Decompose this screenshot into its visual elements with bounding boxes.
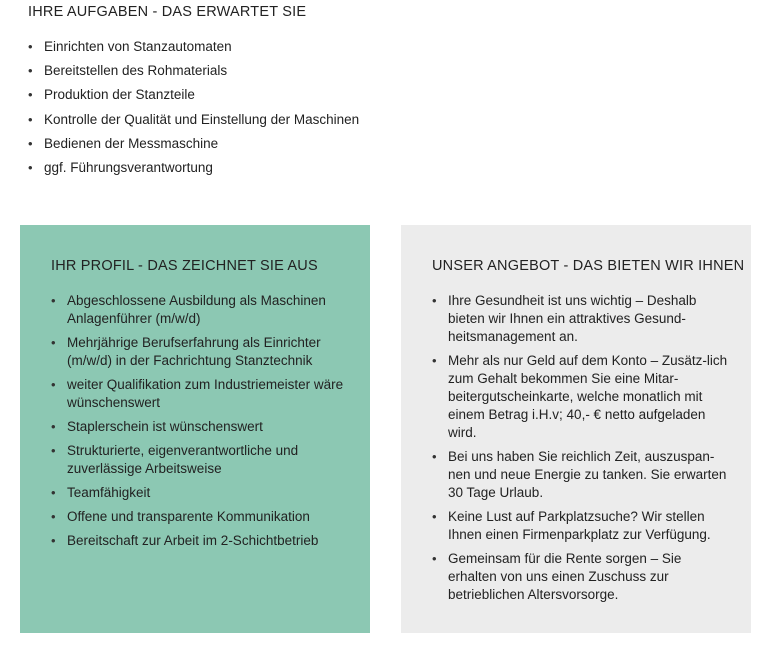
list-item-text: Bereitschaft zur Arbeit im 2-Schichtbetrieb — [67, 533, 319, 548]
list-item-text: Ihre Gesundheit ist uns wichtig – Deshalb bieten wir Ihnen ein attraktives Gesund-heitsmanagement an. — [448, 293, 697, 344]
list-item-text: Teamfähigkeit — [67, 485, 151, 500]
list-item-text: Einrichten von Stanzautomaten — [44, 39, 232, 54]
profile-box — [20, 225, 370, 633]
bullet-icon: • — [51, 377, 56, 392]
bullet-icon: • — [51, 533, 56, 548]
offer-box — [401, 225, 751, 633]
bullet-icon: • — [51, 509, 56, 524]
bullet-icon: • — [432, 293, 437, 308]
list-item-text: ggf. Führungsverantwortung — [44, 159, 213, 175]
tasks-list — [28, 38, 360, 183]
bullet-icon: • — [51, 293, 56, 308]
list-item — [432, 508, 728, 544]
bullet-icon: • — [28, 135, 33, 151]
list-item — [51, 418, 357, 436]
list-item — [51, 334, 357, 370]
list-item — [28, 86, 359, 104]
list-item — [51, 376, 357, 412]
list-item-text: weiter Qualifikation zum Industriemeister wäre wünschenswert — [67, 377, 344, 410]
bullet-icon: • — [432, 353, 437, 368]
list-item — [28, 111, 360, 129]
bullet-icon: • — [28, 39, 33, 54]
list-item — [432, 292, 728, 346]
list-item-text: Produktion der Stanzteile — [44, 87, 195, 103]
bullet-icon: • — [28, 159, 33, 175]
bullet-icon: • — [432, 551, 437, 566]
list-item-text: Abgeschlossene Ausbildung als Maschinen Anlagenführer (m/w/d) — [67, 293, 326, 326]
list-item — [28, 159, 359, 177]
bullet-icon: • — [28, 111, 33, 127]
bullet-icon: • — [28, 87, 33, 103]
list-item — [432, 352, 728, 442]
bullet-icon: • — [51, 419, 56, 434]
bullet-icon: • — [51, 443, 56, 458]
tasks-heading: IHRE AUFGABEN - DAS ERWARTET SIE — [28, 4, 307, 20]
list-item-text: Staplerschein ist wünschenswert — [67, 419, 263, 434]
list-item — [51, 484, 357, 502]
profile-heading: IHR PROFIL - DAS ZEICHNET SIE AUS — [51, 258, 318, 274]
list-item-text: Mehrjährige Berufserfahrung als Einrichter (m/w/d) in der Fachrichtung Stanztechnik — [67, 335, 321, 368]
bullet-icon: • — [51, 335, 56, 350]
list-item-text: Offene und transparente Kommunikation — [67, 509, 310, 524]
list-item-text: Strukturierte, eigenverantwortliche und zuverlässige Arbeitsweise — [67, 443, 299, 476]
list-item-text: Gemeinsam für die Rente sorgen – Sie erhalten von uns einen Zuschuss zur betrieblichen Altersvorsorge. — [448, 551, 682, 602]
bullet-icon: • — [28, 63, 33, 79]
bullet-icon: • — [432, 449, 437, 464]
list-item-text: Bei uns haben Sie reichlich Zeit, auszuspan-nen und neue Energie zu tanken. Sie erwarten 30 Tage Urlaub. — [448, 449, 727, 500]
list-item — [51, 442, 357, 478]
list-item — [51, 532, 357, 550]
list-item — [51, 292, 357, 328]
list-item — [51, 508, 357, 526]
list-item-text: Mehr als nur Geld auf dem Konto – Zusätz-lich zum Gehalt bekommen Sie eine Mitar-beitergutscheinkarte, welche monatlich mit einem Betrag i.H.v; 40,- € netto aufgeladen wird. — [448, 353, 728, 440]
bullet-icon: • — [51, 485, 56, 500]
list-item-text: Kontrolle der Qualität und Einstellung der Maschinen — [44, 111, 360, 127]
list-item-text: Bereitstellen des Rohmaterials — [44, 63, 228, 79]
list-item — [28, 38, 359, 56]
profile-list — [51, 292, 357, 556]
list-item — [28, 62, 359, 80]
list-item — [432, 550, 728, 604]
offer-heading: UNSER ANGEBOT - DAS BIETEN WIR IHNEN — [432, 258, 745, 274]
list-item — [28, 135, 359, 153]
offer-list — [432, 292, 728, 610]
bullet-icon: • — [432, 509, 437, 524]
list-item — [432, 448, 728, 502]
list-item-text: Keine Lust auf Parkplatzsuche? Wir stellen Ihnen einen Firmenparkplatz zur Verfügung. — [448, 509, 711, 542]
list-item-text: Bedienen der Messmaschine — [44, 135, 219, 151]
